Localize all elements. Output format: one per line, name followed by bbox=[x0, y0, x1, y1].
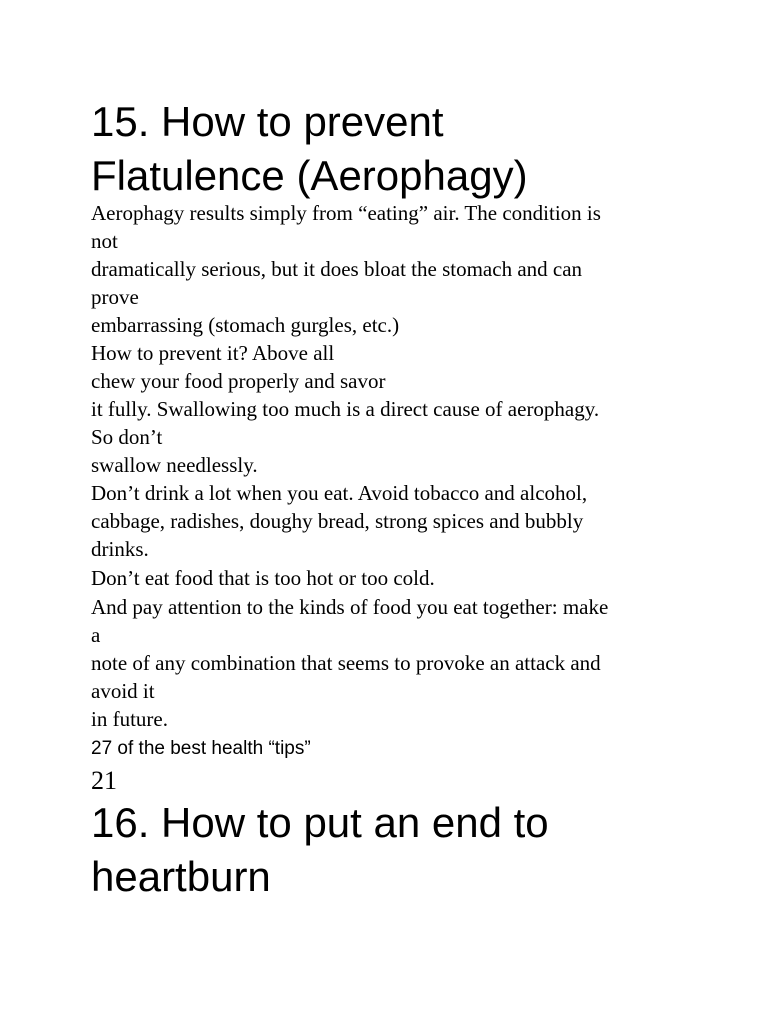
body-line: not bbox=[91, 229, 118, 253]
body-line: dramatically serious, but it does bloat the stomach and can bbox=[91, 257, 583, 281]
heading-line: 15. How to prevent bbox=[91, 98, 444, 145]
body-line: How to prevent it? Above all bbox=[91, 341, 335, 365]
body-line: in future. bbox=[91, 707, 168, 731]
heading-line: 16. How to put an end to bbox=[91, 799, 549, 846]
body-line: drinks. bbox=[91, 537, 149, 561]
body-line: Don’t eat food that is too hot or too cold. bbox=[91, 566, 435, 590]
running-title: 27 of the best health “tips” bbox=[91, 738, 311, 759]
body-line: So don’t bbox=[91, 425, 163, 449]
body-line: it fully. Swallowing too much is a direct cause of aerophagy. bbox=[91, 397, 600, 421]
body-line: swallow needlessly. bbox=[91, 453, 258, 477]
heading-line: heartburn bbox=[91, 853, 271, 900]
body-line: cabbage, radishes, doughy bread, strong spices and bubbly bbox=[91, 509, 584, 533]
body-line: note of any combination that seems to provoke an attack and bbox=[91, 651, 601, 675]
body-line: And pay attention to the kinds of food you eat together: make bbox=[91, 595, 609, 619]
body-line: a bbox=[91, 623, 101, 647]
body-line: avoid it bbox=[91, 679, 155, 703]
heading-line: Flatulence (Aerophagy) bbox=[91, 152, 528, 199]
body-line: chew your food properly and savor bbox=[91, 369, 386, 393]
page-number: 21 bbox=[91, 766, 117, 795]
body-line: Aerophagy results simply from “eating” air. The condition is bbox=[91, 201, 601, 225]
body-line: Don’t drink a lot when you eat. Avoid tobacco and alcohol, bbox=[91, 481, 588, 505]
body-line: embarrassing (stomach gurgles, etc.) bbox=[91, 313, 400, 337]
body-line: prove bbox=[91, 285, 139, 309]
